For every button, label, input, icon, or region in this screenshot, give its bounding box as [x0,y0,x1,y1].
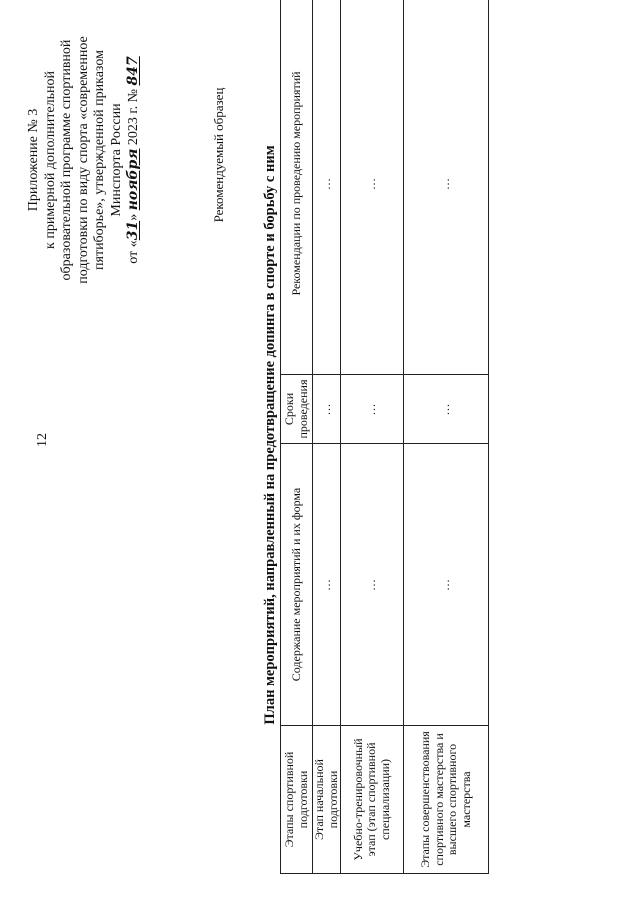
timing-cell: … [404,375,489,444]
header-line: пятиборье», утвержденной приказом [92,50,107,270]
column-header: Содержание мероприятий и их форма [281,444,313,726]
column-header: Сроки проведения [281,375,313,444]
header-line: подготовки по виду спорта «современное [75,36,91,284]
stage-cell: Учебно-тренировочный этап (этап спортивной специализации) [341,726,404,874]
recommendation-cell: … [404,0,489,375]
header-line: к примерной дополнительной [42,71,58,249]
appendix-header [26,20,143,300]
document-title: План мероприятий, направленный на предотвращение допинга в спорте и борьбу с ним [262,145,278,725]
header-line: Приложение № 3 [26,108,41,212]
timing-cell: … [341,375,404,444]
content-cell: … [404,444,489,726]
column-header: Этапы спортивной подготовки [281,726,313,874]
table-row [404,0,489,874]
stage-cell: Этап начальной подготовки [313,726,341,874]
timing-cell: … [313,375,341,444]
plan-table [280,0,489,874]
recommended-sample-label: Рекомендуемый образец [211,87,226,223]
table-header-row [281,0,313,874]
order-line [125,20,143,300]
header-line: образовательной программе спортивной [59,39,74,281]
order-year: 2023 г. № [126,85,141,149]
column-header: Рекомендации по проведению мероприятий [281,0,313,375]
header-line: Минспорта России [108,103,124,217]
stage-cell: Этапы совершенствования спортивного мастерства и высшего спортивного мастерства [404,726,489,874]
order-mid: » [126,210,141,221]
order-month: ноября [125,148,141,211]
content-cell: … [313,444,341,726]
order-number: 847 [125,56,141,86]
recommendation-cell: … [313,0,341,375]
recommendation-cell: … [341,0,404,375]
page-number: 12 [35,433,50,447]
order-prefix: от « [126,240,141,264]
order-day: 31 [125,220,141,241]
table-row [313,0,341,874]
content-cell: … [341,444,404,726]
table-row [341,0,404,874]
